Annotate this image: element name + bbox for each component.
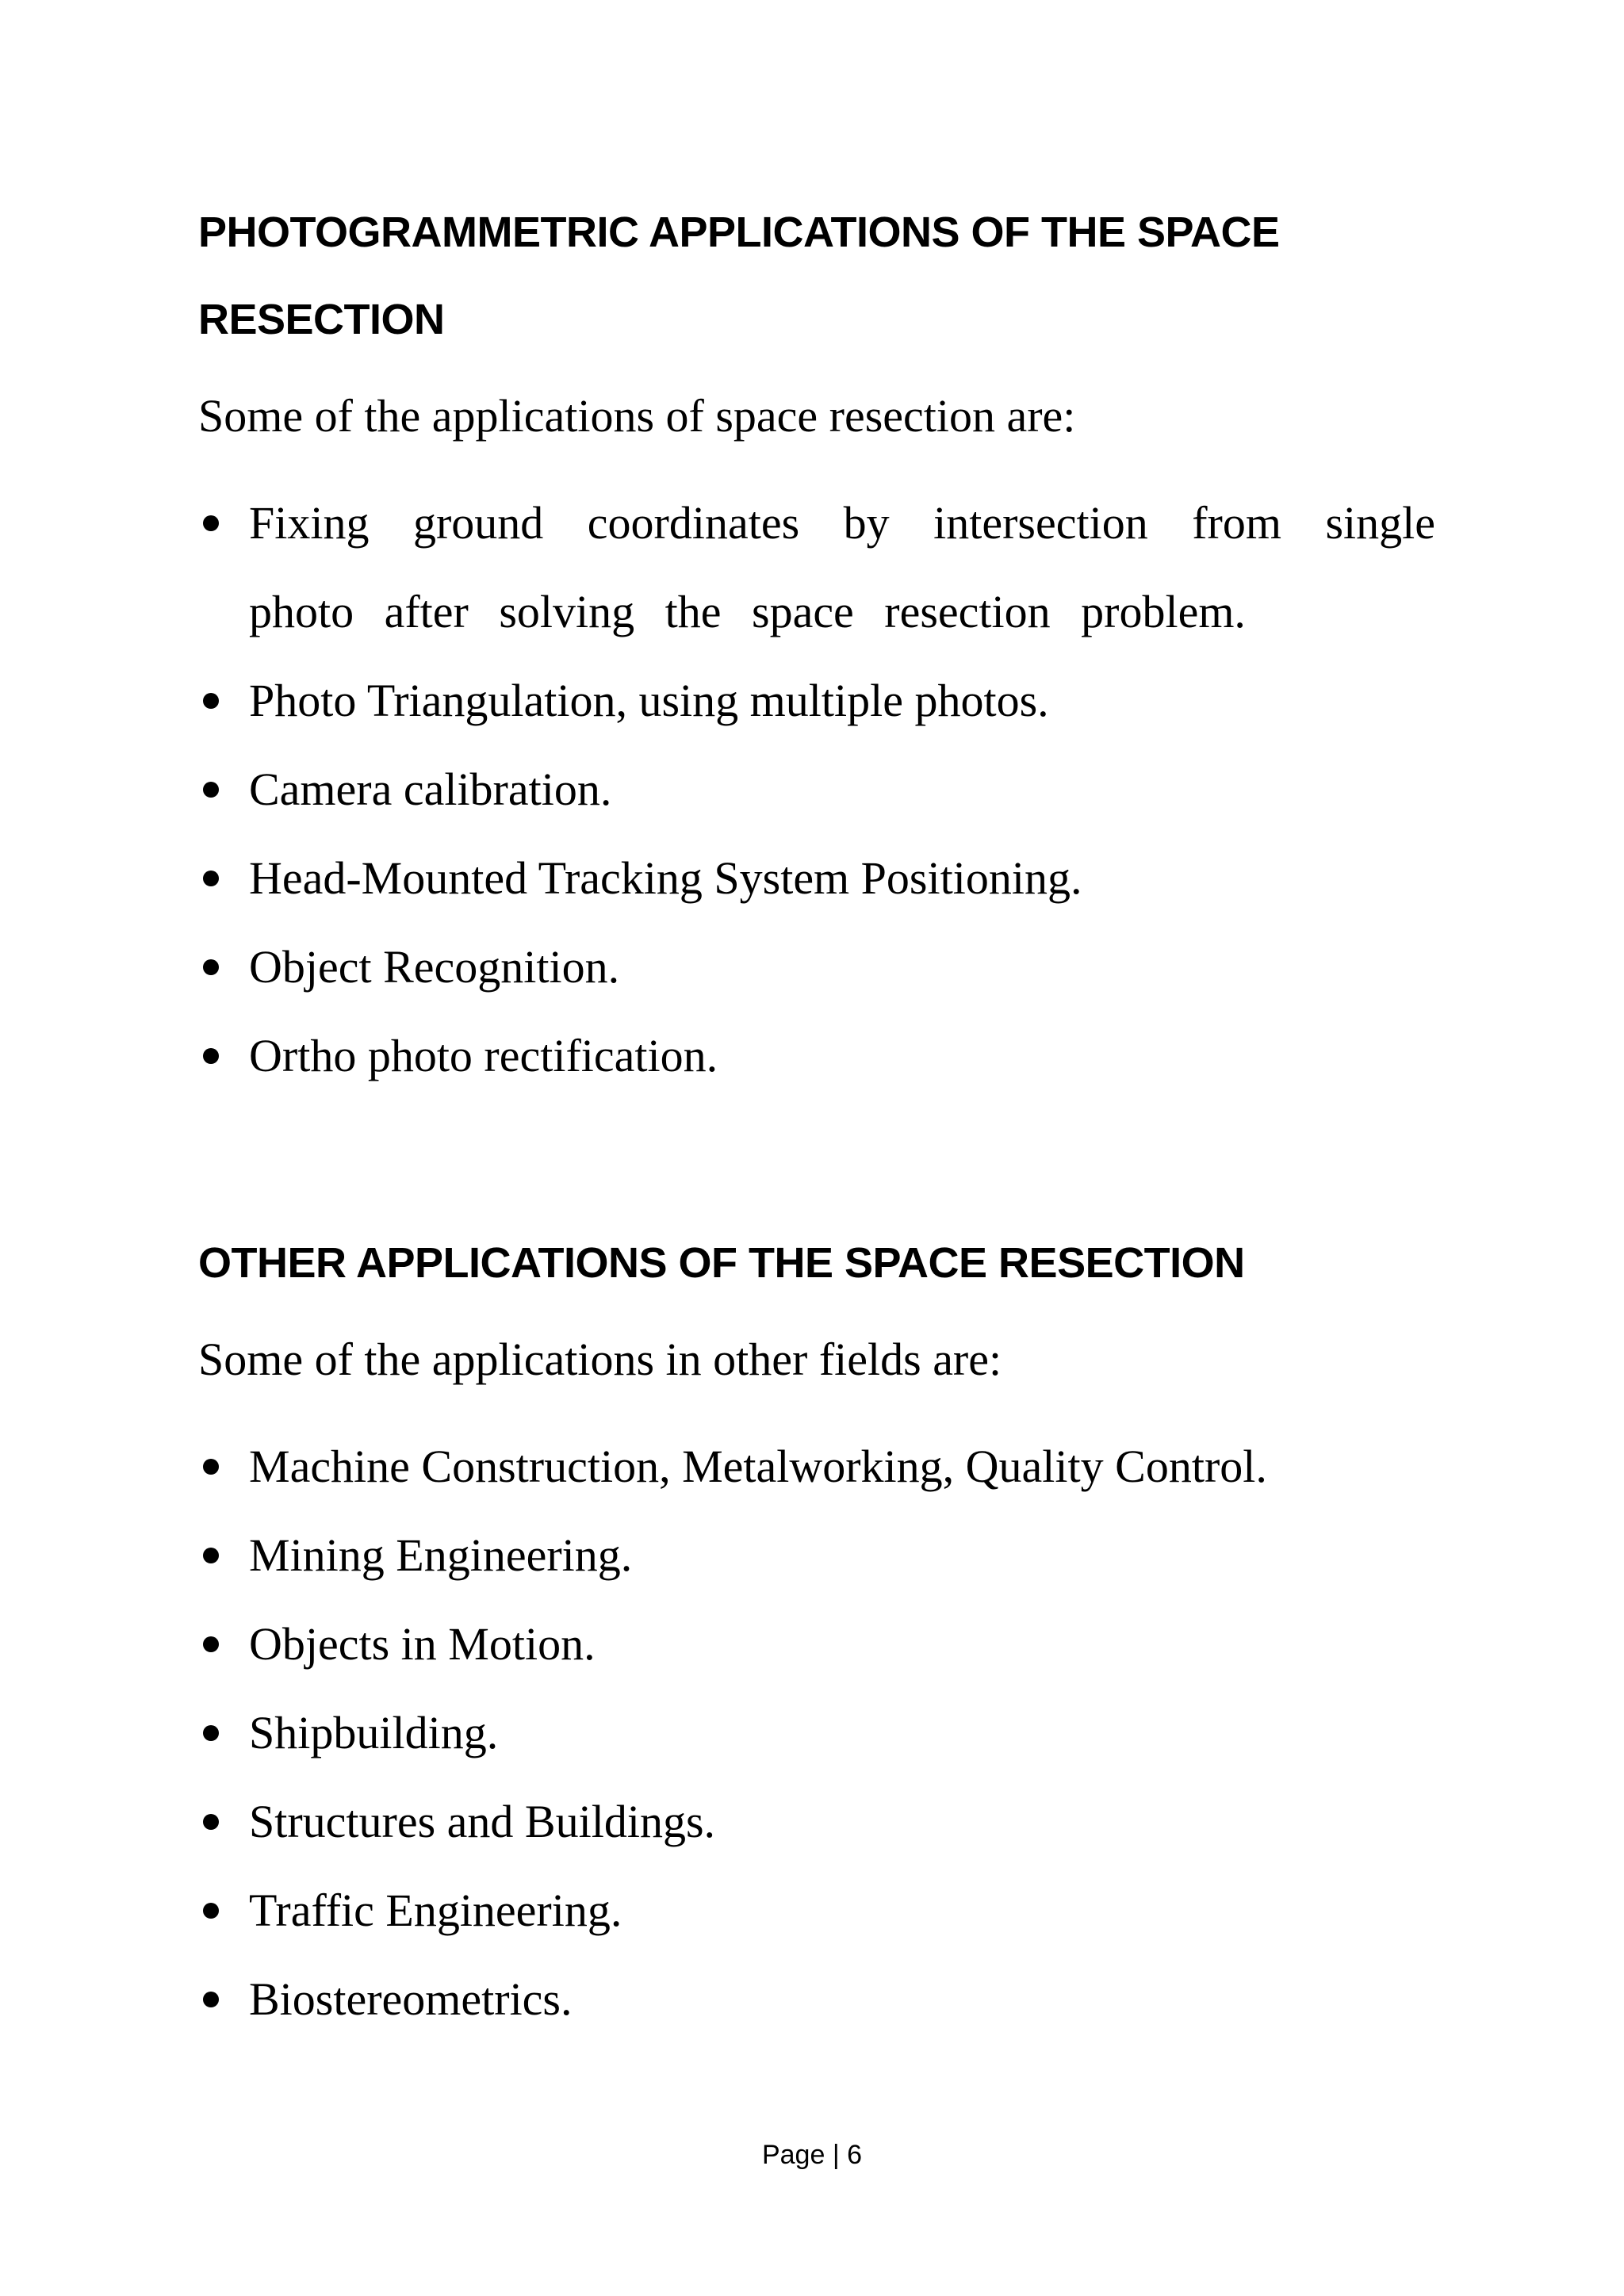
document-body (198, 189, 1435, 2044)
list-item-text: Ortho photo rectification. (249, 1030, 718, 1081)
bullet-list-photogrammetric (198, 479, 1435, 1100)
list-item (198, 745, 1435, 834)
list-item-text: Shipbuilding. (249, 1707, 499, 1758)
list-item-text: Structures and Buildings. (249, 1796, 716, 1847)
list-item (198, 1600, 1435, 1689)
bullet-icon (203, 1725, 219, 1741)
list-item-text: Camera calibration. (249, 763, 612, 815)
list-item (198, 1689, 1435, 1777)
section-heading-other: OTHER APPLICATIONS OF THE SPACE RESECTION (198, 1239, 1245, 1287)
list-item-text: Objects in Motion. (249, 1618, 596, 1670)
bullet-icon (203, 871, 219, 886)
list-item-text: Fixing ground coordinates by intersection from single photo after solving the space resection problem. (249, 497, 1435, 637)
list-item-text: Object Recognition. (249, 941, 620, 993)
section-intro-photogrammetric: Some of the applications of space resection are: (198, 390, 1076, 442)
bullet-icon (203, 782, 219, 798)
section-heading-photogrammetric: PHOTOGRAMMETRIC APPLICATIONS OF THE SPACE RESECTION (198, 209, 1280, 343)
list-item (198, 1422, 1435, 1511)
list-item (198, 1511, 1435, 1600)
bullet-icon (203, 1048, 219, 1064)
bullet-icon (203, 1548, 219, 1563)
list-item (198, 1012, 1435, 1100)
list-item (198, 1866, 1435, 1955)
bullet-icon (203, 1636, 219, 1652)
bullet-icon (203, 1903, 219, 1919)
section-intro-other: Some of the applications in other fields are: (198, 1334, 1002, 1385)
bullet-icon (203, 693, 219, 709)
list-item-text: Mining Engineering. (249, 1529, 633, 1581)
bullet-icon (203, 1814, 219, 1830)
list-item (198, 923, 1435, 1012)
list-item-text: Machine Construction, Metalworking, Quality Control. (249, 1441, 1267, 1492)
list-item (198, 1955, 1435, 2044)
list-item (198, 834, 1435, 923)
bullet-icon (203, 1992, 219, 2007)
list-item-text: Biostereometrics. (249, 1973, 573, 2025)
bullet-icon (203, 1459, 219, 1475)
list-item-text: Head-Mounted Tracking System Positioning. (249, 852, 1082, 904)
list-item (198, 656, 1435, 745)
list-item-text: Photo Triangulation, using multiple photos. (249, 675, 1049, 726)
bullet-icon (203, 515, 219, 531)
list-item (198, 1777, 1435, 1866)
section-spacer (198, 1100, 1435, 1219)
list-item-text: Traffic Engineering. (249, 1885, 622, 1936)
page-number-footer: Page | 6 (761, 2140, 863, 2170)
list-item (198, 479, 1435, 656)
bullet-icon (203, 959, 219, 975)
bullet-list-other (198, 1422, 1435, 2044)
